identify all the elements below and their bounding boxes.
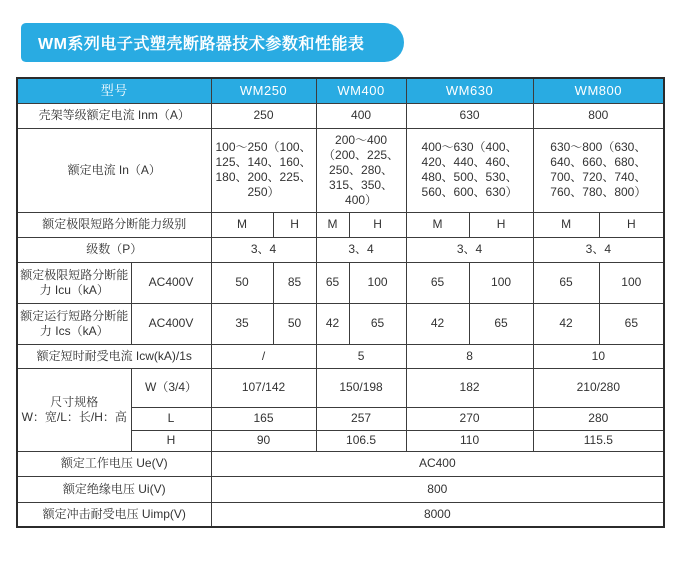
row-ui — [17, 476, 664, 502]
dim-h-wm800: 115.5 — [533, 430, 664, 451]
header-wm250: WM250 — [211, 78, 316, 103]
poles-label: 级数（P） — [17, 237, 211, 262]
rated-current-wm800: 630～800（630、640、660、680、700、720、740、760、780、800） — [533, 128, 664, 212]
rated-current-label: 额定电流 In（A） — [17, 128, 211, 212]
breaking-level-wm800-m: M — [533, 212, 599, 237]
breaking-level-wm400-m: M — [316, 212, 349, 237]
dim-l-wm250: 165 — [211, 407, 316, 430]
rated-current-wm400: 200～400（200、225、250、280、315、350、400） — [316, 128, 406, 212]
dim-l-wm630: 270 — [406, 407, 533, 430]
row-uimp — [17, 502, 664, 527]
page-title: WM系列电子式塑壳断路器技术参数和性能表 — [38, 36, 365, 53]
ics-wm250-m: 35 — [211, 303, 273, 344]
page-title-badge — [21, 23, 404, 62]
frame-current-label: 壳架等级额定电流 Inm（A） — [17, 103, 211, 128]
frame-current-wm400: 400 — [316, 103, 406, 128]
dim-l-sublabel: L — [131, 407, 211, 430]
icu-wm400-m: 65 — [316, 262, 349, 303]
frame-current-wm630: 630 — [406, 103, 533, 128]
dim-h-sublabel: H — [131, 430, 211, 451]
ics-wm400-h: 65 — [349, 303, 406, 344]
rated-current-wm250: 100～250（100、125、140、160、180、200、225、250） — [211, 128, 316, 212]
ics-wm400-m: 42 — [316, 303, 349, 344]
breaking-level-wm630-h: H — [469, 212, 533, 237]
ics-wm630-h: 65 — [469, 303, 533, 344]
frame-current-wm250: 250 — [211, 103, 316, 128]
poles-wm400: 3、4 — [316, 237, 406, 262]
row-poles — [17, 237, 664, 262]
dimensions-label-line1: 尺寸规格 — [50, 394, 99, 409]
icu-wm800-m: 65 — [533, 262, 599, 303]
ui-value: 800 — [211, 476, 664, 502]
icw-wm800: 10 — [533, 344, 664, 368]
poles-wm800: 3、4 — [533, 237, 664, 262]
uimp-label: 额定冲击耐受电压 Uimp(V) — [17, 502, 211, 527]
row-icw — [17, 344, 664, 368]
dim-h-wm250: 90 — [211, 430, 316, 451]
ics-wm800-h: 65 — [599, 303, 664, 344]
spec-table — [16, 77, 665, 528]
breaking-level-wm800-h: H — [599, 212, 664, 237]
icu-wm250-m: 50 — [211, 262, 273, 303]
ics-label: 额定运行短路分断能力 Ics（kA） — [17, 303, 131, 344]
dim-w-wm250: 107/142 — [211, 368, 316, 407]
dimensions-label — [17, 368, 131, 451]
breaking-level-wm250-h: H — [273, 212, 316, 237]
icu-wm630-m: 65 — [406, 262, 469, 303]
ics-wm800-m: 42 — [533, 303, 599, 344]
row-breaking-level — [17, 212, 664, 237]
table-header-row — [17, 78, 664, 103]
ics-wm250-h: 50 — [273, 303, 316, 344]
uimp-value: 8000 — [211, 502, 664, 527]
dim-w-sublabel: W（3/4） — [131, 368, 211, 407]
ics-wm630-m: 42 — [406, 303, 469, 344]
breaking-level-wm630-m: M — [406, 212, 469, 237]
icu-wm800-h: 100 — [599, 262, 664, 303]
dimensions-label-line2: W：宽/L：长/H：高 — [21, 409, 127, 424]
icw-wm630: 8 — [406, 344, 533, 368]
breaking-level-wm400-h: H — [349, 212, 406, 237]
row-frame-current — [17, 103, 664, 128]
icw-wm400: 5 — [316, 344, 406, 368]
icu-condition: AC400V — [131, 262, 211, 303]
ue-value: AC400 — [211, 451, 664, 476]
icu-wm400-h: 100 — [349, 262, 406, 303]
dim-l-wm400: 257 — [316, 407, 406, 430]
icu-label: 额定极限短路分断能力 Icu（kA） — [17, 262, 131, 303]
dim-l-wm800: 280 — [533, 407, 664, 430]
dim-h-wm630: 110 — [406, 430, 533, 451]
row-dim-w — [17, 368, 664, 407]
dim-h-wm400: 106.5 — [316, 430, 406, 451]
rated-current-wm630: 400～630（400、420、440、460、480、500、530、560、600、630） — [406, 128, 533, 212]
ue-label: 额定工作电压 Ue(V) — [17, 451, 211, 476]
dim-w-wm400: 150/198 — [316, 368, 406, 407]
poles-wm630: 3、4 — [406, 237, 533, 262]
row-rated-current — [17, 128, 664, 212]
breaking-level-wm250-m: M — [211, 212, 273, 237]
dim-w-wm630: 182 — [406, 368, 533, 407]
header-model-label: 型号 — [17, 78, 211, 103]
ui-label: 额定绝缘电压 Ui(V) — [17, 476, 211, 502]
poles-wm250: 3、4 — [211, 237, 316, 262]
icw-label: 额定短时耐受电流 Icw(kA)/1s — [17, 344, 211, 368]
icu-wm630-h: 100 — [469, 262, 533, 303]
header-wm800: WM800 — [533, 78, 664, 103]
breaking-level-label: 额定极限短路分断能力级别 — [17, 212, 211, 237]
icw-wm250: / — [211, 344, 316, 368]
frame-current-wm800: 800 — [533, 103, 664, 128]
dim-w-wm800: 210/280 — [533, 368, 664, 407]
ics-condition: AC400V — [131, 303, 211, 344]
icu-wm250-h: 85 — [273, 262, 316, 303]
row-ue — [17, 451, 664, 476]
row-icu — [17, 262, 664, 303]
row-ics — [17, 303, 664, 344]
header-wm630: WM630 — [406, 78, 533, 103]
header-wm400: WM400 — [316, 78, 406, 103]
